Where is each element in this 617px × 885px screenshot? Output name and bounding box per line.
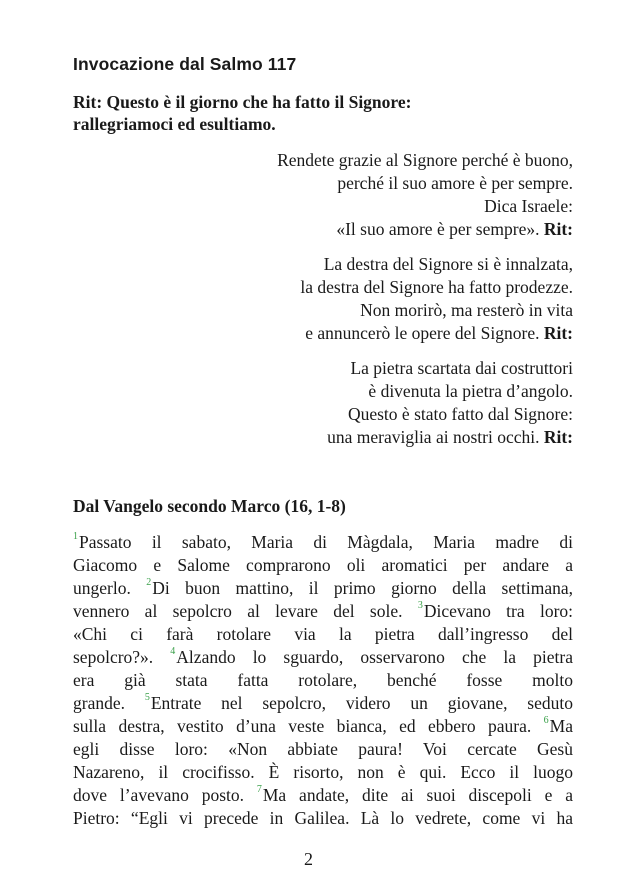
gospel-text-segment: Passato il sabato, Maria di Màgdala, Maria madre di — [79, 532, 573, 552]
gospel-line — [73, 600, 573, 623]
refrain-line-2: rallegriamoci ed esultiamo. — [73, 114, 276, 134]
stanza-line: Questo è stato fatto dal Signore: — [347, 404, 573, 424]
stanza-line-text: una meraviglia ai nostri occhi. — [327, 427, 540, 447]
gospel-text-segment: Alzando lo sguardo, osservarono che la pietra — [176, 647, 573, 667]
gospel-text — [73, 531, 573, 830]
gospel-line — [73, 669, 573, 692]
gospel-text-segment: Dicevano tra loro: — [423, 601, 573, 621]
stanza-line: Rendete grazie al Signore perché è buono, — [277, 150, 573, 170]
gospel-line — [73, 761, 573, 784]
stanza-line: Non morirò, ma resterò in vita — [360, 300, 573, 320]
stanza-line: perché il suo amore è per sempre. — [337, 173, 573, 193]
gospel-text-segment: dove l’avevano posto. — [73, 785, 257, 805]
verse-number: 5 — [144, 692, 150, 703]
rit-label: Rit: — [543, 219, 573, 239]
gospel-text-segment: sulla destra, vestito d’una veste bianca, ed ebbero paura. — [73, 716, 544, 736]
gospel-text-segment: Ma — [549, 716, 573, 736]
gospel-text-segment: «Chi ci farà rotolare via la pietra dall’ingresso del — [73, 624, 573, 644]
gospel-text-segment: ungerlo. — [73, 578, 147, 598]
verse-number: 2 — [146, 577, 152, 588]
gospel-line — [73, 531, 573, 554]
gospel-line — [73, 646, 573, 669]
stanza-2 — [73, 253, 573, 345]
verse-number: 7 — [256, 784, 262, 795]
verse-number: 4 — [170, 646, 176, 657]
gospel-line — [73, 577, 573, 600]
gospel-line — [73, 554, 573, 577]
stanza-1 — [73, 149, 573, 241]
verse-number: 6 — [543, 715, 549, 726]
gospel-line — [73, 807, 573, 830]
gospel-line — [73, 738, 573, 761]
stanza-line: Dica Israele: — [484, 196, 573, 216]
refrain — [73, 91, 573, 135]
page-number: 2 — [304, 849, 313, 869]
gospel-text-segment: Ma andate, dite ai suoi discepoli e a — [262, 785, 573, 805]
gospel-line — [73, 692, 573, 715]
stanza-line-with-rit — [73, 426, 573, 449]
gospel-text-segment: era già stata fatta rotolare, benché fosse molto — [73, 670, 573, 690]
gospel-text-segment: Di buon mattino, il primo giorno della settimana, — [152, 578, 573, 598]
gospel-text-segment: sepolcro?». — [73, 647, 171, 667]
stanza-line: la destra del Signore ha fatto prodezze. — [300, 277, 573, 297]
gospel-text-segment: vennero al sepolcro al levare del sole. — [73, 601, 418, 621]
verse-number: 1 — [73, 531, 78, 542]
gospel-text-segment: Giacomo e Salome comprarono oli aromatici per andare a — [73, 555, 573, 575]
gospel-text-segment: grande. — [73, 693, 145, 713]
gospel-line — [73, 715, 573, 738]
psalm-stanzas — [73, 149, 573, 461]
refrain-line-1: Rit: Questo è il giorno che ha fatto il Signore: — [73, 92, 412, 112]
gospel-title: Dal Vangelo secondo Marco (16, 1-8) — [73, 496, 346, 516]
stanza-line: La pietra scartata dai costruttori — [350, 358, 573, 378]
gospel-text-segment: Entrate nel sepolcro, videro un giovane, seduto — [150, 693, 573, 713]
gospel-text-segment: egli disse loro: «Non abbiate paura! Voi cercate Gesù — [73, 739, 573, 759]
psalm-heading: Invocazione dal Salmo 117 — [73, 54, 297, 74]
rit-label: Rit: — [543, 323, 573, 343]
gospel-line — [73, 784, 573, 807]
stanza-3 — [73, 357, 573, 449]
verse-number: 3 — [417, 600, 423, 611]
gospel-text-segment: Pietro: “Egli vi precede in Galilea. Là lo vedrete, come vi ha — [73, 808, 573, 828]
stanza-line-text: e annuncerò le opere del Signore. — [305, 323, 540, 343]
stanza-line-with-rit — [73, 218, 573, 241]
rit-label: Rit: — [543, 427, 573, 447]
stanza-line-with-rit — [73, 322, 573, 345]
gospel-line — [73, 623, 573, 646]
stanza-line-text: «Il suo amore è per sempre». — [336, 219, 540, 239]
gospel-text-segment: Nazareno, il crocifisso. È risorto, non è qui. Ecco il luogo — [73, 762, 573, 782]
stanza-line: è divenuta la pietra d’angolo. — [368, 381, 573, 401]
stanza-line: La destra del Signore si è innalzata, — [323, 254, 573, 274]
